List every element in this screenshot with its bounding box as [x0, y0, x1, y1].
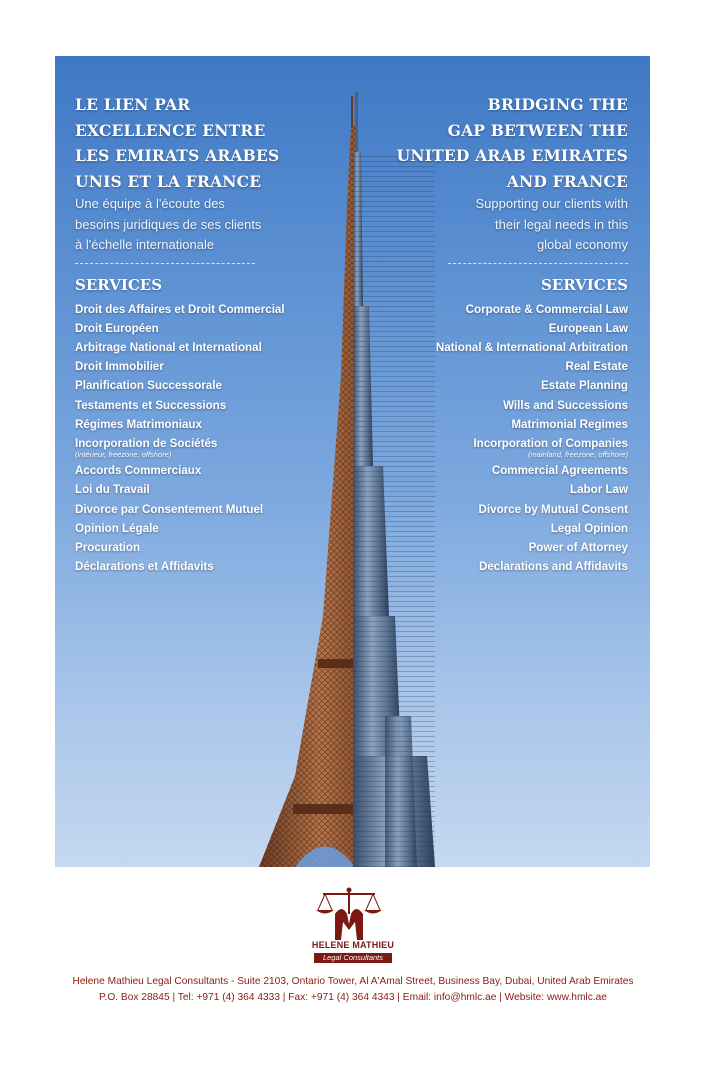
- french-column: [75, 92, 315, 576]
- headline-line: GAP BETWEEN THE: [447, 120, 628, 140]
- service-item: Droit Européen: [75, 321, 159, 335]
- poster-panel: [55, 56, 650, 867]
- service-item: Real Estate: [565, 360, 628, 374]
- headline-line: UNITED ARAB EMIRATES: [396, 146, 628, 165]
- tagline-line: global economy: [536, 237, 628, 252]
- english-tagline: [388, 194, 628, 256]
- headline-line: AND FRANCE: [506, 171, 628, 191]
- french-tagline: [75, 194, 315, 256]
- contact-details: P.O. Box 28845 | Tel: +971 (4) 364 4333 | Fax: +971 (4) 364 4343 | Email: info@hmlc.ae | Website: www.hmlc.ae: [99, 992, 607, 1003]
- brand-subtitle: Legal Consultants: [314, 953, 392, 963]
- service-item: Matrimonial Regimes: [511, 417, 628, 431]
- service-note: (intérieur, freezone, offshore): [75, 450, 172, 460]
- service-item: Planification Successorale: [75, 379, 222, 393]
- english-services-list: [388, 300, 628, 577]
- service-item: Procuration: [75, 540, 141, 554]
- service-item-incorporation: [75, 434, 315, 459]
- service-item: Corporate & Commercial Law: [465, 302, 628, 316]
- service-item: Divorce par Consentement Mutuel: [75, 502, 264, 516]
- service-item: Déclarations et Affidavits: [75, 560, 214, 574]
- divider: [75, 263, 255, 264]
- service-item: Testaments et Successions: [75, 398, 227, 412]
- service-item: Commercial Agreements: [491, 464, 628, 478]
- service-item-incorporation: [388, 434, 628, 459]
- brand-name: HELENE MATHIEU: [311, 940, 395, 950]
- tagline-line: Une équipe à l'écoute des: [75, 196, 225, 211]
- headline-line: BRIDGING THE: [487, 95, 628, 114]
- service-item: Opinion Légale: [75, 521, 159, 535]
- french-services-list: [75, 300, 315, 577]
- service-item: Loi du Travail: [75, 483, 150, 497]
- tagline-line: Supporting our clients with: [475, 196, 628, 211]
- scales-of-justice-icon: [309, 884, 389, 940]
- french-headline: [75, 92, 315, 194]
- service-item: Droit des Affaires et Droit Commercial: [75, 302, 285, 316]
- english-column: [388, 92, 628, 576]
- tagline-line: besoins juridiques de ses clients: [75, 216, 262, 232]
- service-item: Accords Commerciaux: [75, 464, 202, 478]
- english-services-title: SERVICES: [540, 275, 628, 294]
- service-item: Arbitrage National et International: [75, 340, 262, 354]
- service-item: Legal Opinion: [550, 521, 628, 535]
- service-item: Wills and Successions: [503, 398, 628, 412]
- service-item: European Law: [548, 321, 628, 335]
- service-item: Labor Law: [570, 483, 628, 497]
- french-services-title: SERVICES: [75, 275, 163, 294]
- service-item: Divorce by Mutual Consent: [478, 502, 628, 516]
- headline-line: LES EMIRATS ARABES: [75, 146, 280, 165]
- english-headline: [388, 92, 628, 194]
- service-item: Estate Planning: [541, 379, 628, 393]
- service-item: Power of Attorney: [528, 540, 628, 554]
- service-label: Incorporation of Companies: [473, 436, 628, 450]
- service-item: Droit Immobilier: [75, 360, 164, 374]
- tagline-line: their legal needs in this: [495, 216, 628, 232]
- service-item: Régimes Matrimoniaux: [75, 417, 202, 431]
- headline-line: EXCELLENCE ENTRE: [75, 120, 266, 140]
- service-label: Incorporation de Sociétés: [75, 436, 218, 450]
- service-note: (mainland, freezone, offshore): [527, 450, 628, 460]
- service-item: Declarations and Affidavits: [478, 560, 628, 574]
- service-item: National & International Arbitration: [435, 340, 628, 354]
- tagline-line: à l'échelle internationale: [75, 237, 215, 252]
- headline-line: UNIS ET LA FRANCE: [75, 171, 262, 191]
- contact-address: Helene Mathieu Legal Consultants - Suite 2103, Ontario Tower, Al A'Amal Street, Business Bay, Dubai, United Arab Emirates: [72, 976, 634, 987]
- headline-line: LE LIEN PAR: [75, 95, 191, 114]
- divider: [448, 263, 628, 264]
